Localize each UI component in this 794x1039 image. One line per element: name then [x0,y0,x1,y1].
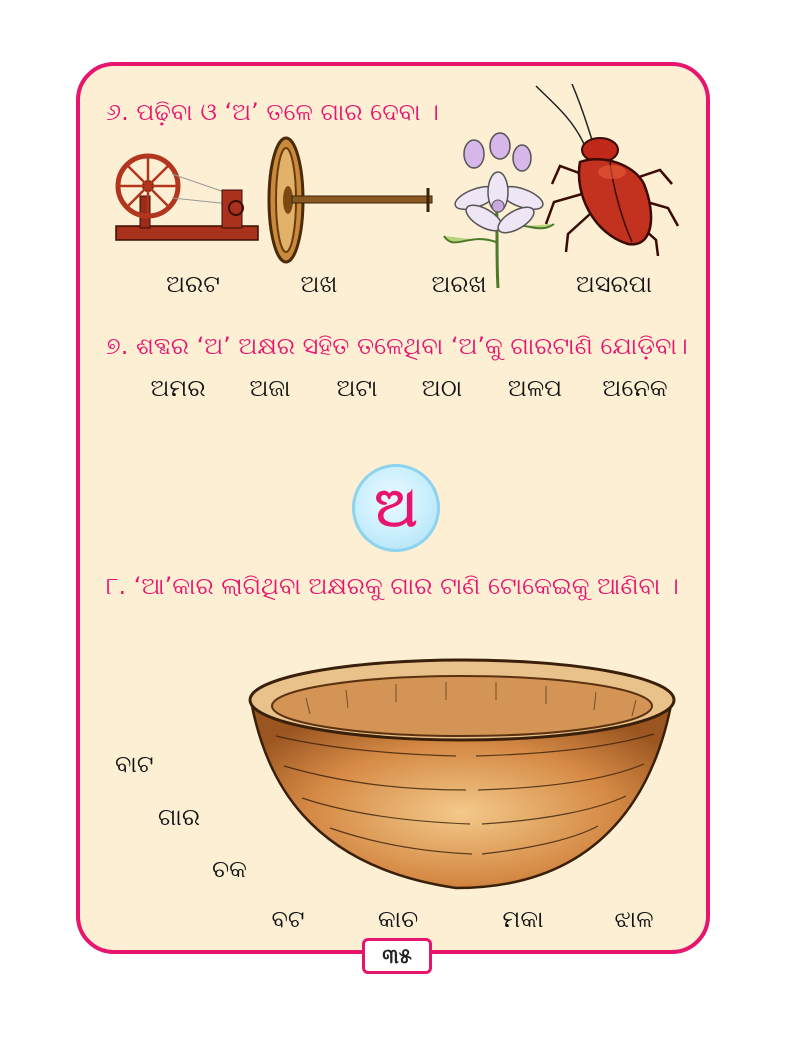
page-number: ୩୫ [362,938,432,974]
word-akha: ଅଖ [300,270,338,298]
word-chaka: ଚକ [212,855,247,883]
word-jhala: ଝାଳ [614,905,654,933]
section-7-title: ୭. ଶବ୍ଦର ‘ଅ’ ଅକ୍ଷର ସହିତ ତଳେଥିବା ‘ଅ’କୁ ଗାରଟାଣି ଯୋଡ଼ିବା। [106,332,688,360]
word-atha: ଅଠା [421,374,463,402]
section-6-title: ୬. ପଢ଼ିବା ଓ ‘ଅ’ ତଳେ ଗାର ଦେବା । [106,98,439,126]
word-ata: ଅଟା [336,374,378,402]
section-8-title: ୮. ‘ଆ’କାର ଲାଗିଥିବା ଅକ୍ଷରକୁ ଗାର ଟାଣି ଟୋକେଇକୁ ଆଣିବା । [106,572,679,600]
word-bata: ବଟ [271,905,305,933]
word-arata: ଅରଟ [166,270,220,298]
word-alapa: ଅଳପ [507,374,563,402]
word-amara: ଅମର [150,374,206,402]
word-maka: ମକା [502,905,544,933]
word-arakha: ଅରଖ [431,270,487,298]
word-aneka: ଅନେକ [602,374,668,402]
axle-wheel-image [262,132,442,268]
word-aja: ଅଜା [249,374,291,402]
word-bata-left: ବାଟ [115,750,154,778]
word-gara: ଗାର [158,803,201,831]
spinning-wheel-image [112,150,262,246]
center-letter: ଅ [374,476,418,539]
letter-circle [352,464,440,552]
cockroach-image [532,84,682,256]
word-kacha: କାଚ [377,905,419,933]
word-asarapa: ଅସରପା [575,270,653,298]
basket-image [246,656,676,892]
